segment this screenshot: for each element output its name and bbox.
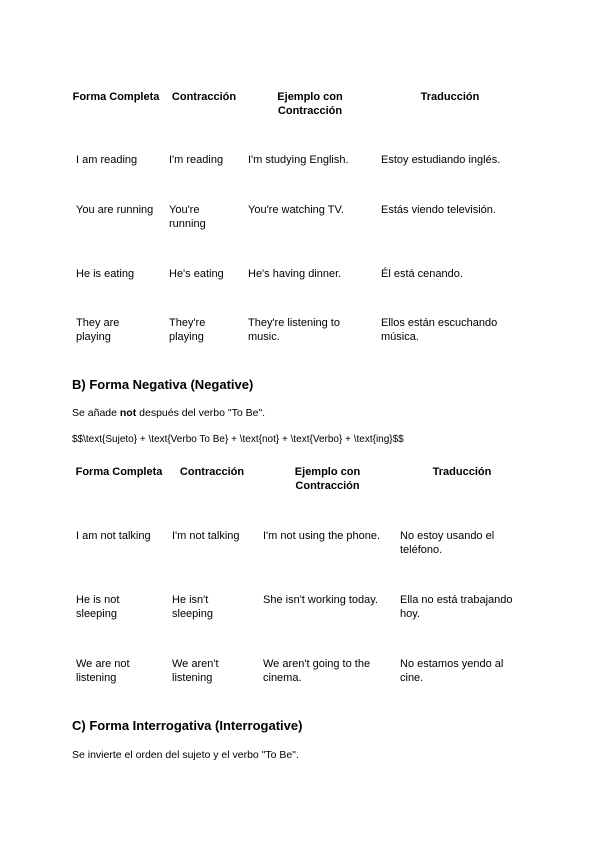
table-cell: You're watching TV.: [248, 204, 344, 216]
table-cell: We aren't listening: [172, 658, 219, 684]
table-cell: Él está cenando.: [381, 268, 463, 280]
header-cell: Forma Completa: [72, 91, 160, 103]
table-cell: He's having dinner.: [248, 268, 342, 280]
header-cell: Forma Completa: [75, 466, 163, 478]
header-cell: Traducción: [420, 91, 480, 103]
table-cell: Estás viendo televisión.: [381, 204, 496, 216]
section-b-text-start: Se añade: [72, 407, 120, 419]
table-cell: Ellos están escuchando música.: [381, 317, 498, 343]
table-cell: She isn't working today.: [263, 594, 379, 606]
table-cell: He isn't sleeping: [172, 594, 213, 620]
header-cell: Ejemplo con Contracción: [277, 91, 343, 117]
table-cell: They're listening to music.: [248, 317, 340, 343]
table-cell: We aren't going to the cinema.: [263, 658, 371, 684]
table-cell: He is not sleeping: [76, 594, 120, 620]
table-cell: I am reading: [76, 154, 138, 166]
header-cell: Contracción: [179, 466, 245, 478]
table-cell: Ella no está trabajando hoy.: [400, 594, 513, 620]
section-b-heading: B) Forma Negativa (Negative): [72, 377, 254, 392]
header-cell: Ejemplo con Contracción: [294, 466, 361, 492]
section-c-heading: C) Forma Interrogativa (Interrogative): [72, 718, 303, 733]
table-cell: They are playing: [76, 317, 120, 343]
table-cell: He is eating: [76, 268, 135, 280]
section-b-formula: $$\text{Sujeto} + \text{Verbo To Be} + \text{not} + \text{Verbo} + \text{ing}$$: [72, 434, 404, 445]
header-cell: Contracción: [171, 91, 237, 103]
table-cell: I'm studying English.: [248, 154, 349, 166]
section-c-text: Se invierte el orden del sujeto y el verbo "To Be".: [72, 749, 299, 761]
table-cell: He's eating: [169, 268, 224, 280]
table-cell: You're running: [169, 204, 206, 230]
header-cell: Traducción: [432, 466, 492, 478]
table-cell: I'm reading: [169, 154, 224, 166]
table-cell: They're playing: [169, 317, 206, 343]
section-b-text: [72, 406, 265, 420]
table-cell: We are not listening: [76, 658, 130, 684]
section-b-text-end: después del verbo "To Be".: [136, 407, 266, 419]
table-cell: I'm not talking: [172, 530, 240, 542]
table-cell: You are running: [76, 204, 154, 216]
table-cell: I'm not using the phone.: [263, 530, 381, 542]
table-cell: I am not talking: [76, 530, 151, 542]
section-b-text-bold: not: [119, 407, 137, 419]
table-cell: No estoy usando el teléfono.: [400, 530, 495, 556]
table-cell: No estamos yendo al cine.: [400, 658, 504, 684]
table-cell: Estoy estudiando inglés.: [381, 154, 501, 166]
